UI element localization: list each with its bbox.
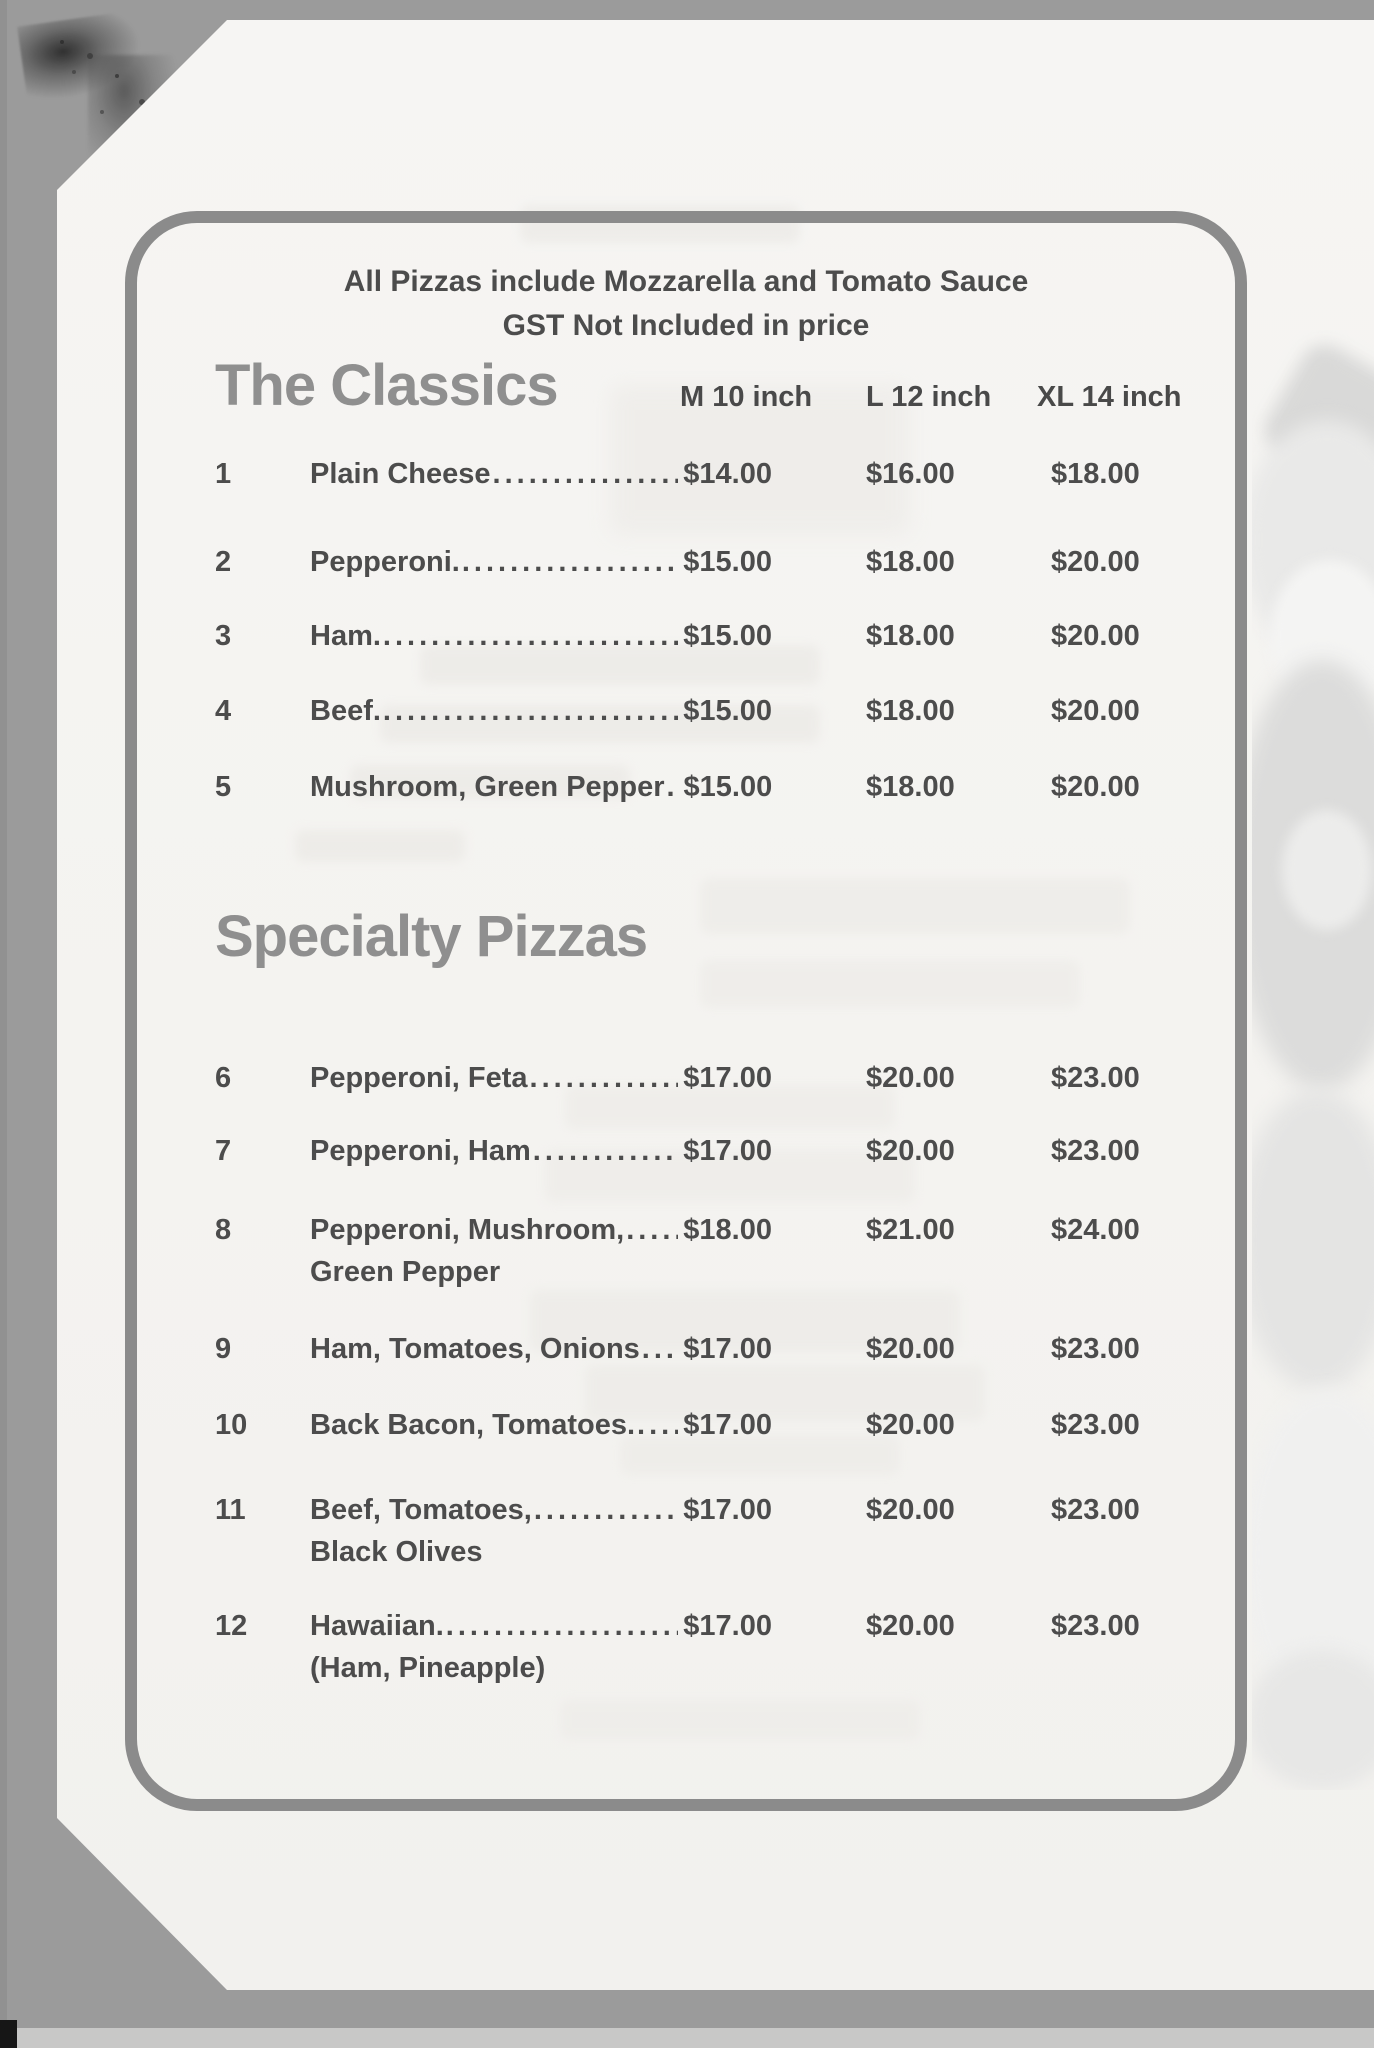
item-price-xlarge: $20.00 <box>1051 771 1140 803</box>
item-price-xlarge: $24.00 <box>1051 1214 1140 1246</box>
item-name: Ham. <box>310 620 381 652</box>
dot-leader <box>637 1409 678 1442</box>
dot-leader <box>462 546 678 579</box>
item-name: Pepperoni, Mushroom, <box>310 1214 625 1246</box>
item-price-xlarge: $23.00 <box>1051 1062 1140 1094</box>
tagline-line-2: GST Not Included in price <box>502 309 870 342</box>
item-price-large: $20.00 <box>866 1062 955 1094</box>
item-number: 3 <box>215 620 232 652</box>
item-price-medium: $15.00 <box>683 620 772 652</box>
item-name: Hawaiian. <box>310 1610 444 1642</box>
dot-leader <box>530 1062 679 1095</box>
item-price-medium: $15.00 <box>683 695 772 727</box>
item-number: 6 <box>215 1062 232 1094</box>
dot-leader <box>642 1333 679 1366</box>
pizza-photo-blob <box>1282 810 1372 930</box>
tagline-line-1: All Pizzas include Mozzarella and Tomato Sauce <box>343 265 1029 298</box>
dot-leader <box>626 1214 678 1247</box>
item-number: 7 <box>215 1135 232 1167</box>
menu-item-row <box>215 1409 1225 1449</box>
ink-speckles <box>60 40 64 44</box>
item-number: 9 <box>215 1333 232 1365</box>
size-header-xlarge: XL 14 inch <box>1037 381 1182 413</box>
menu-item-row <box>215 1062 1225 1102</box>
menu-item-row <box>215 1135 1225 1175</box>
pizza-photo-blob <box>1252 1090 1374 1390</box>
menu-item-row <box>215 771 1225 811</box>
menu-item-row <box>215 1494 1225 1568</box>
dot-leader <box>493 458 679 491</box>
item-price-medium: $17.00 <box>683 1409 772 1441</box>
item-price-large: $20.00 <box>866 1409 955 1441</box>
item-price-xlarge: $20.00 <box>1051 695 1140 727</box>
item-price-large: $20.00 <box>866 1610 955 1642</box>
item-price-large: $18.00 <box>866 771 955 803</box>
item-name: Pepperoni. <box>310 546 460 578</box>
item-price-xlarge: $23.00 <box>1051 1494 1140 1526</box>
item-number: 10 <box>215 1409 248 1441</box>
item-number: 1 <box>215 458 232 490</box>
item-name: Pepperoni, Ham <box>310 1135 531 1167</box>
item-price-medium: $14.00 <box>683 458 772 490</box>
item-price-xlarge: $18.00 <box>1051 458 1140 490</box>
item-name: Ham, Tomatoes, Onions <box>310 1333 640 1365</box>
scan-bottom-strip <box>0 2028 1374 2048</box>
menu-border-frame <box>125 211 1247 1811</box>
scan-edge-shadow <box>0 0 7 2048</box>
item-name: Plain Cheese <box>310 458 491 490</box>
item-price-large: $21.00 <box>866 1214 955 1246</box>
item-price-xlarge: $23.00 <box>1051 1409 1140 1441</box>
item-name: Beef, Tomatoes, <box>310 1494 532 1526</box>
item-price-medium: $15.00 <box>683 771 773 803</box>
dot-leader <box>446 1610 679 1643</box>
dot-leader <box>534 1494 678 1527</box>
item-price-xlarge: $20.00 <box>1051 620 1140 652</box>
item-number: 12 <box>215 1610 248 1642</box>
item-price-xlarge: $23.00 <box>1051 1135 1140 1167</box>
item-name: Beef. <box>310 695 381 727</box>
size-header-large: L 12 inch <box>866 381 992 413</box>
dot-leader <box>383 620 678 653</box>
item-number: 2 <box>215 546 232 578</box>
item-price-medium: $17.00 <box>683 1135 772 1167</box>
item-name-second-line: Green Pepper <box>310 1256 501 1288</box>
item-price-medium: $17.00 <box>683 1062 772 1094</box>
menu-tagline <box>137 260 1235 348</box>
item-price-xlarge: $23.00 <box>1051 1333 1140 1365</box>
item-price-large: $20.00 <box>866 1494 955 1526</box>
section-title-classics: The Classics <box>215 353 558 418</box>
menu-item-row <box>215 695 1225 735</box>
item-price-medium: $15.00 <box>683 546 772 578</box>
item-price-large: $18.00 <box>866 546 955 578</box>
item-price-xlarge: $20.00 <box>1051 546 1140 578</box>
section-title-specialty: Specialty Pizzas <box>215 904 648 969</box>
item-price-xlarge: $23.00 <box>1051 1610 1140 1642</box>
item-number: 11 <box>215 1494 246 1526</box>
item-name: Pepperoni, Feta <box>310 1062 528 1094</box>
item-name: Back Bacon, Tomatoes. <box>310 1409 636 1441</box>
item-price-large: $18.00 <box>866 620 955 652</box>
menu-item-row <box>215 458 1225 498</box>
item-price-medium: $17.00 <box>683 1610 772 1642</box>
dot-leader <box>533 1135 679 1168</box>
item-price-large: $20.00 <box>866 1135 955 1167</box>
menu-item-row <box>215 1610 1225 1684</box>
menu-item-row <box>215 1214 1225 1288</box>
faded-pizza-photo <box>1252 330 1374 1790</box>
menu-item-row <box>215 546 1225 586</box>
item-number: 4 <box>215 695 232 727</box>
item-name-second-line: (Ham, Pineapple) <box>310 1652 546 1684</box>
pizza-photo-blob <box>1252 1650 1374 1790</box>
dot-leader <box>667 771 679 804</box>
item-price-medium: $17.00 <box>683 1494 772 1526</box>
item-price-medium: $17.00 <box>683 1333 772 1365</box>
menu-item-row <box>215 1333 1225 1373</box>
dot-leader <box>383 695 678 728</box>
size-header-medium: M 10 inch <box>680 381 813 413</box>
item-price-large: $18.00 <box>866 695 955 727</box>
item-name: Mushroom, Green Pepper <box>310 771 665 803</box>
menu-item-row <box>215 620 1225 660</box>
item-price-large: $16.00 <box>866 458 955 490</box>
item-price-large: $20.00 <box>866 1333 955 1365</box>
item-price-medium: $18.00 <box>683 1214 772 1246</box>
item-number: 5 <box>215 771 232 803</box>
scan-bottom-mark <box>0 2020 17 2048</box>
item-number: 8 <box>215 1214 232 1246</box>
item-name-second-line: Black Olives <box>310 1536 483 1568</box>
